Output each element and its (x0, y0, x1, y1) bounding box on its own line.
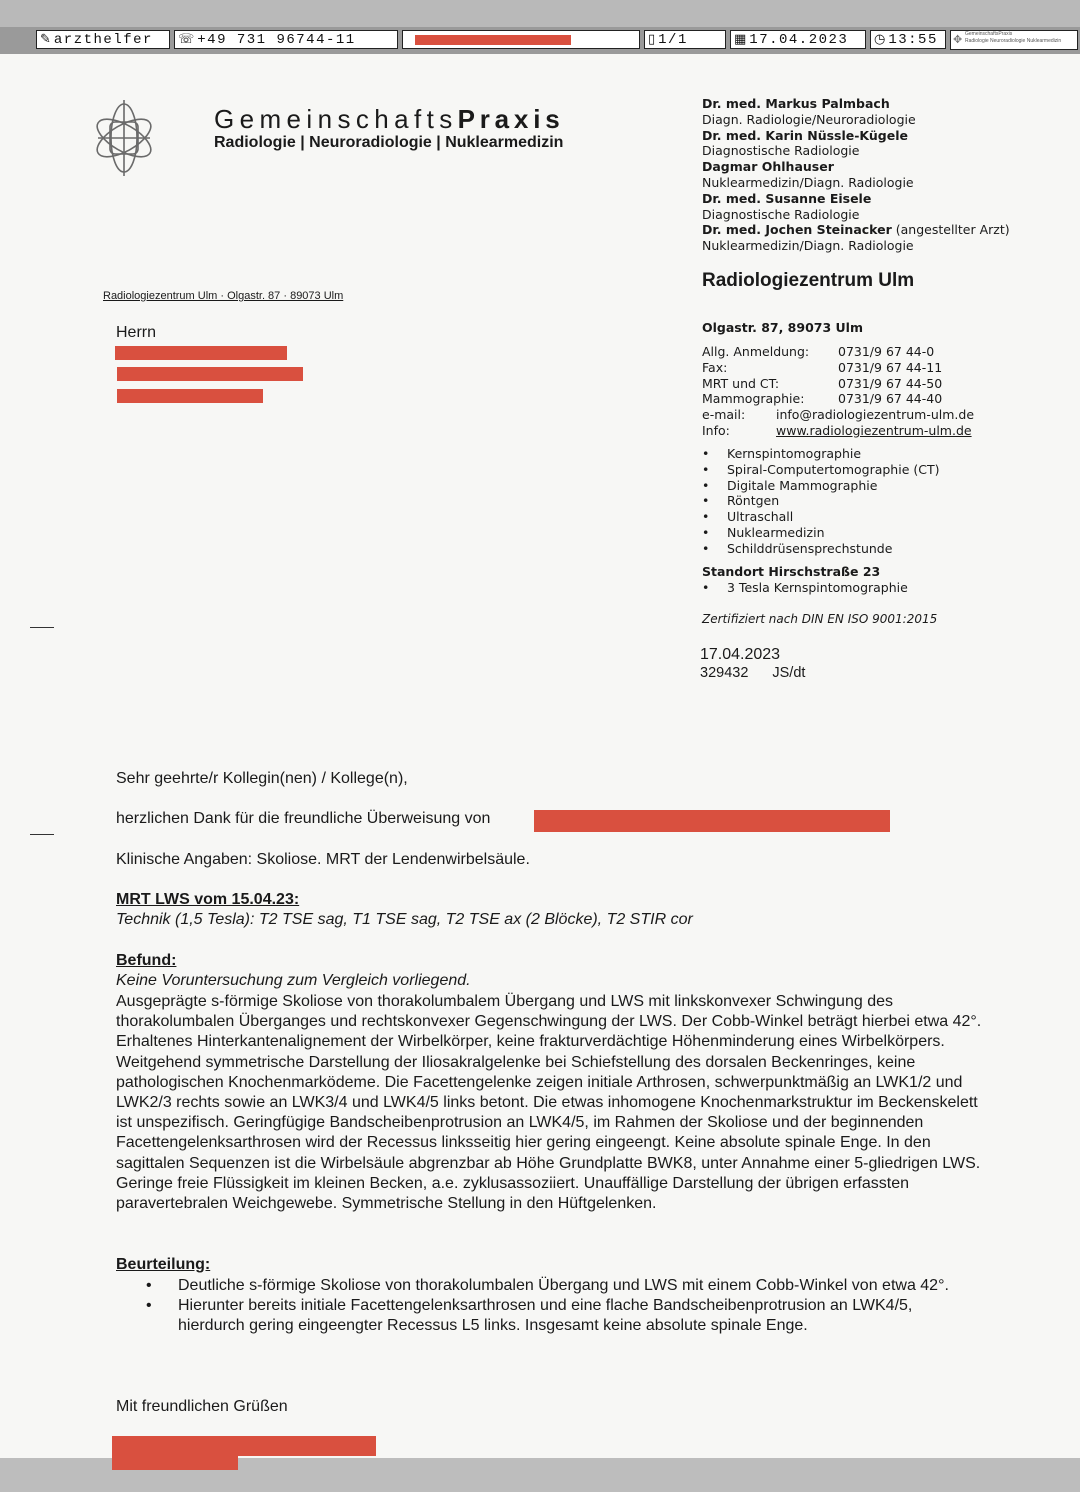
doctor-specialty: Diagnostische Radiologie (702, 206, 860, 222)
fold-mark (30, 834, 54, 835)
fax-pages-field (644, 30, 726, 49)
doctor-note: (angestellter Arzt) (891, 222, 1010, 238)
list-item: • Röntgen (702, 493, 939, 509)
redaction-bar (534, 810, 890, 832)
fax-mini-logo (950, 30, 1078, 50)
doctor-specialty: Diagnostische Radiologie (702, 143, 860, 159)
fax-redacted-field (402, 30, 640, 49)
redaction-bar (115, 346, 287, 360)
standort-item: • 3 Tesla Kernspintomographie (702, 580, 908, 595)
list-item: • Schilddrüsensprechstunde (702, 541, 939, 557)
clock-icon: ◷ (874, 32, 886, 47)
email-text: info@radiologiezentrum-ulm.de (776, 407, 975, 423)
assessment-list (116, 1276, 976, 1337)
list-item: • Deutliche s-förmige Skoliose von thorakolumbalen Übergang und LWS mit einem Cobb-Winkel von etwa 42°. (116, 1276, 976, 1296)
closing: Mit freundlichen Grüßen (116, 1398, 288, 1415)
fax-pages: 1/1 (658, 32, 688, 48)
thanks-line: herzlichen Dank für die freundliche Überweisung von (116, 810, 491, 827)
doctor-specialty: Nuklearmedizin/Diagn. Radiologie (702, 174, 914, 190)
fax-sender-field (36, 30, 170, 49)
website-link[interactable]: www.radiologiezentrum-ulm.de (776, 422, 972, 438)
fax-time: 13:55 (888, 32, 938, 48)
greeting: Sehr geehrte/r Kollegin(nen) / Kollege(n), (116, 770, 408, 787)
mini-logo-line2: Radiologie Neuroradiologie Nuklearmedizin (965, 38, 1062, 44)
fax-sender: arzthelfer (53, 32, 153, 48)
assessment-heading: Beurteilung: (116, 1256, 211, 1273)
ref-code: JS/dt (772, 665, 806, 681)
fold-mark (30, 627, 54, 628)
mini-logo-line1: GemeinschaftsPraxis (965, 31, 1013, 37)
phone-icon: ☏ (178, 32, 195, 47)
letter-reference (700, 665, 805, 681)
redaction-bar (112, 1436, 376, 1456)
list-item: • Spiral-Computertomographie (CT) (702, 462, 939, 478)
findings-intro: Keine Voruntersuchung zum Vergleich vorliegend. (116, 972, 471, 989)
services-list (702, 446, 939, 557)
letter-page (0, 54, 1080, 1458)
ref-number: 329432 (700, 665, 749, 681)
exam-title: MRT LWS vom 15.04.23: (116, 891, 300, 908)
doctor-name: Dagmar Ohlhauser (702, 159, 834, 175)
findings-heading: Befund: (116, 952, 177, 969)
brand-title (214, 104, 564, 135)
fax-date-field (730, 30, 866, 49)
center-address: Olgastr. 87, 89073 Ulm (702, 320, 863, 335)
pen-icon: ✎ (40, 32, 51, 47)
sender-return-line: Radiologiezentrum Ulm · Olgastr. 87 · 89073 Ulm (103, 290, 344, 302)
brand-light: Gemeinschafts (214, 104, 458, 134)
mini-logo-icon: ✥ (953, 34, 963, 46)
calendar-icon: ▦ (734, 32, 747, 47)
center-name: Radiologiezentrum Ulm (702, 270, 915, 291)
doctor-name: Dr. med. Jochen Steinacker (angestellter Arzt) (702, 222, 1010, 238)
doctor-specialty: Nuklearmedizin/Diagn. Radiologie (702, 238, 914, 254)
fax-header-bar (0, 27, 1080, 54)
standort-title: Standort Hirschstraße 23 (702, 564, 881, 579)
page-icon: ▯ (648, 32, 656, 47)
practice-logo-icon (88, 92, 160, 184)
doctors-list (702, 96, 1062, 254)
list-item: • Ultraschall (702, 509, 939, 525)
fax-phone: +49 731 96744-11 (197, 32, 356, 48)
brand-bold: Praxis (457, 104, 565, 134)
letter-date: 17.04.2023 (700, 646, 781, 663)
clinical-info: Klinische Angaben: Skoliose. MRT der Lendenwirbelsäule. (116, 851, 530, 868)
fax-phone-field (174, 30, 398, 49)
redaction-bar (112, 1454, 238, 1470)
list-item: • Digitale Mammographie (702, 478, 939, 494)
redaction-bar (117, 389, 263, 403)
redaction-bar (415, 35, 571, 45)
fax-time-field (870, 30, 946, 49)
certification: Zertifiziert nach DIN EN ISO 9001:2015 (702, 612, 938, 626)
redaction-bar (117, 367, 303, 381)
doctor-name: Dr. med. Susanne Eisele (702, 190, 872, 206)
doctor-name: Dr. med. Karin Nüssle-Kügele (702, 127, 908, 143)
fax-date: 17.04.2023 (749, 32, 849, 48)
recipient-salutation: Herrn (116, 324, 157, 341)
exam-technique: Technik (1,5 Tesla): T2 TSE sag, T1 TSE sag, T2 TSE ax (2 Blöcke), T2 STIR cor (116, 911, 693, 928)
doctor-specialty: Diagn. Radiologie/Neuroradiologie (702, 111, 916, 127)
list-item: • Hierunter bereits initiale Facettengelenksarthrosen und eine flache Bandscheibenprotrusion an LWK4/5, hierdurch gering eingeengter Recessus L5 links. Insgesamt keine absolute spinale Enge. (116, 1296, 976, 1336)
findings-text: Ausgeprägte s-förmige Skoliose von thorakolumbalem Übergang und LWS mit linkskonvexer Schwingung des thorakolumbalen Überganges und rechtskonvexer Gegenschwingung der LWS. Der Cobb-Winkel beträgt hierbei etwa 42°. Erhaltenes Hinterkantenalignement der Wirbelkörper, keine frakturverdächtige Höhenminderung eines Wirbelkörpers. Weitgehend symmetrische Darstellung der Iliosakralgelenke bei Schiefstellung des dorsalen Beckenringes, keine pathologischen Knochenmarködeme. Die Facettengelenke zeigen initiale Arthrosen, schwerpunktmäßig an LWK1/2 und LWK2/3 rechts sowie an LWK3/4 und LWK4/5 links betont. Die etwas inhomogene Knochenmarkstruktur im Beckenskelett ist unspezifisch. Geringfügige Bandscheibenprotrusion an LWK4/5, im Rahmen der Skoliose und der beginnenden Facettengelenksarthrosen wird der Recessus linksseitig hier gering eingeengt. Keine absolute spinale Enge. In den sagittalen Sequenzen ist die Wirbelsäule abgrenzbar ab Höhe Grundplatte BWK8, unter Annahme einer 5-gliedrigen LWS. Geringe freie Flüssigkeit im kleinen Becken, a.e. zyklusassoziiert. Unauffällige Darstellung der übrigen erfassten paravertebralen Weichgewebe. Symmetrische Stellung in den Hüftgelenken. (116, 993, 982, 1213)
list-item: • Kernspintomographie (702, 446, 939, 462)
list-item: • Nuklearmedizin (702, 525, 939, 541)
doctor-name: Dr. med. Markus Palmbach (702, 96, 890, 111)
brand-subtitle: Radiologie | Neuroradiologie | Nuklearmedizin (214, 134, 564, 151)
